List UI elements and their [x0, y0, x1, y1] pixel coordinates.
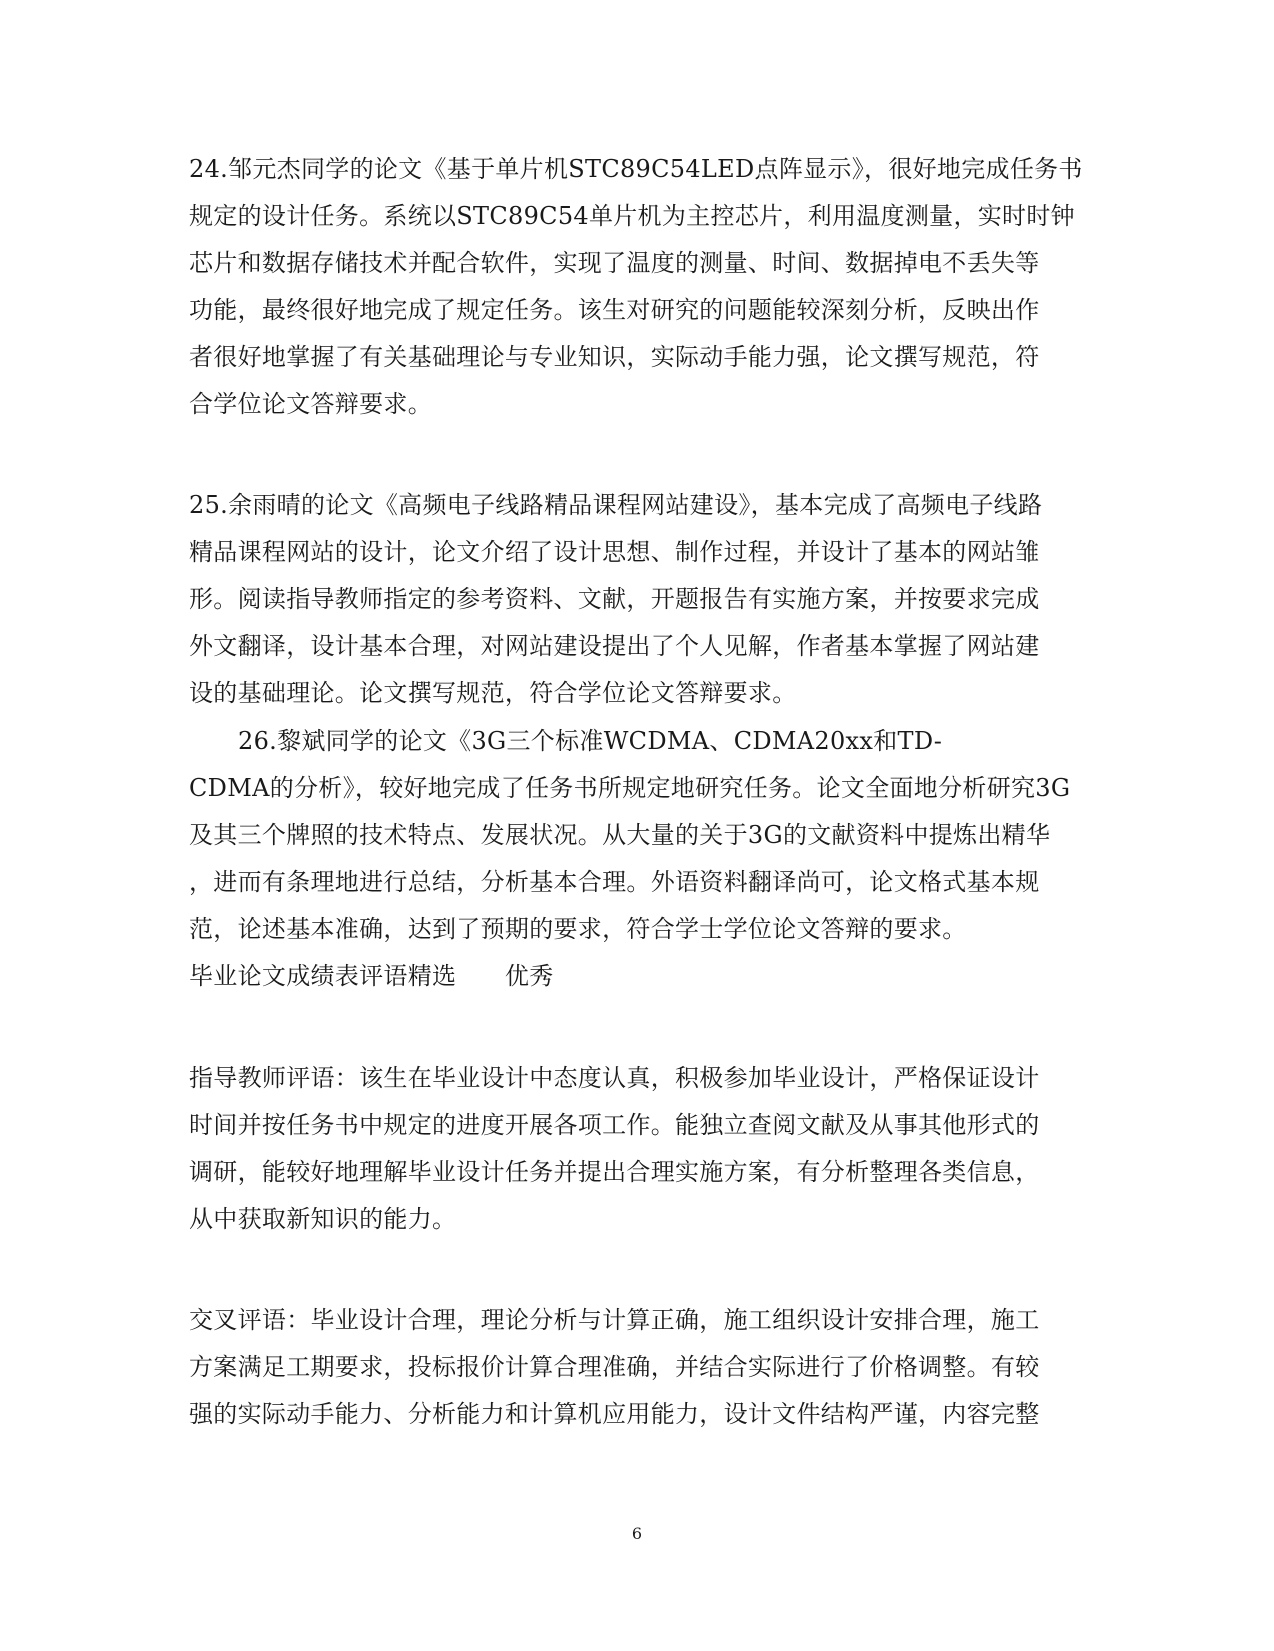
- paragraph-26-line-4: ，进而有条理地进行总结，分析基本合理。外语资料翻译尚可，论文格式基本规: [189, 868, 1040, 896]
- paragraph-25-line-2: 精品课程网站的设计，论文介绍了设计思想、制作过程，并设计了基本的网站雏: [189, 538, 1040, 566]
- paragraph-25-line-5: 设的基础理论。论文撰写规范，符合学位论文答辩要求。: [189, 679, 797, 707]
- paragraph-24-line-2: 规定的设计任务。系统以STC89C54单片机为主控芯片，利用温度测量，实时时钟: [189, 202, 1075, 230]
- paragraph-26-line-2: CDMA的分析》，较好地完成了任务书所规定地研究任务。论文全面地分析研究3G: [189, 774, 1071, 802]
- page-number: 6: [631, 1524, 643, 1543]
- advisor-comment-line-1: 指导教师评语：该生在毕业设计中态度认真，积极参加毕业设计，严格保证设计: [189, 1064, 1040, 1092]
- paragraph-25-line-1: 25.余雨晴的论文《高频电子线路精品课程网站建设》，基本完成了高频电子线路: [189, 491, 1043, 519]
- paragraph-25-line-4: 外文翻译，设计基本合理，对网站建设提出了个人见解，作者基本掌握了网站建: [189, 632, 1040, 660]
- cross-comment-line-1: 交叉评语：毕业设计合理，理论分析与计算正确，施工组织设计安排合理，施工: [189, 1306, 1040, 1334]
- paragraph-25-line-3: 形。阅读指导教师指定的参考资料、文献，开题报告有实施方案，并按要求完成: [189, 585, 1040, 613]
- paragraph-24-line-1: 24.邹元杰同学的论文《基于单片机STC89C54LED点阵显示》，很好地完成任务书: [189, 155, 1083, 183]
- cross-comment-line-3: 强的实际动手能力、分析能力和计算机应用能力，设计文件结构严谨，内容完整: [189, 1400, 1040, 1428]
- advisor-comment-line-4: 从中获取新知识的能力。: [189, 1205, 457, 1233]
- paragraph-24-line-3: 芯片和数据存储技术并配合软件，实现了温度的测量、时间、数据掉电不丢失等: [189, 249, 1040, 277]
- cross-comment-line-2: 方案满足工期要求，投标报价计算合理准确，并结合实际进行了价格调整。有较: [189, 1353, 1040, 1381]
- advisor-comment-line-2: 时间并按任务书中规定的进度开展各项工作。能独立查阅文献及从事其他形式的: [189, 1111, 1040, 1139]
- advisor-comment-line-3: 调研，能较好地理解毕业设计任务并提出合理实施方案，有分析整理各类信息，: [189, 1158, 1040, 1186]
- paragraph-24-line-6: 合学位论文答辩要求。: [189, 390, 432, 418]
- paragraph-24-line-5: 者很好地掌握了有关基础理论与专业知识，实际动手能力强，论文撰写规范，符: [189, 343, 1040, 371]
- paragraph-24-line-4: 功能，最终很好地完成了规定任务。该生对研究的问题能较深刻分析，反映出作: [189, 296, 1040, 324]
- paragraph-26-line-3: 及其三个牌照的技术特点、发展状况。从大量的关于3G的文献资料中提炼出精华: [189, 821, 1051, 849]
- section-heading: 毕业论文成绩表评语精选 优秀: [189, 962, 554, 990]
- paragraph-26-line-5: 范，论述基本准确，达到了预期的要求，符合学士学位论文答辩的要求。: [189, 915, 967, 943]
- paragraph-26-line-1: 26.黎斌同学的论文《3G三个标准WCDMA、CDMA20xx和TD-: [238, 727, 943, 755]
